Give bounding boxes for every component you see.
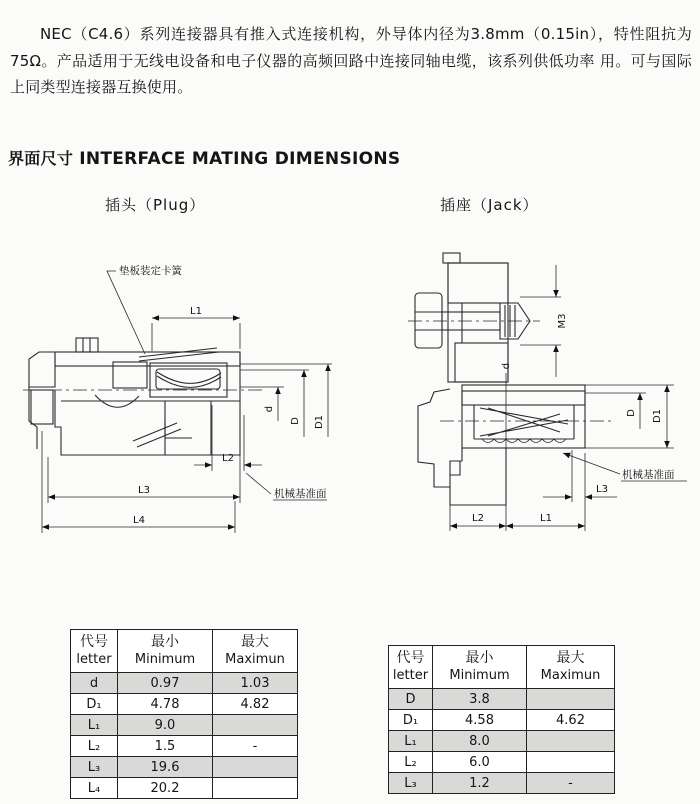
cell-letter: D₁ xyxy=(71,694,118,715)
jack-dim-D1-label: D1 xyxy=(652,408,663,424)
jack-dimension-table xyxy=(388,645,615,794)
cell-letter: L₂ xyxy=(389,752,433,773)
cell-letter: L₂ xyxy=(71,736,118,757)
plug-dim-L3-label: L3 xyxy=(138,485,150,496)
table-header-row xyxy=(71,630,298,673)
cell-min: 4.78 xyxy=(118,694,213,715)
table-row xyxy=(389,752,615,773)
jack-dim-L2-L1 xyxy=(450,477,585,531)
table-row xyxy=(71,778,298,799)
plug-technical-drawing xyxy=(15,235,355,545)
table-row xyxy=(71,757,298,778)
header-maximum: 最大 Maximun xyxy=(213,630,298,673)
plug-dim-d-label: d xyxy=(264,405,275,413)
jack-dim-L2-label: L2 xyxy=(472,513,484,524)
cell-min: 6.0 xyxy=(433,752,527,773)
plug-dim-diameters xyxy=(240,364,332,437)
plug-spring-callout xyxy=(107,264,182,354)
cell-letter: L₁ xyxy=(71,715,118,736)
jack-panel-screw-geometry xyxy=(408,253,540,382)
cell-max xyxy=(527,752,615,773)
cell-max: 1.03 xyxy=(213,673,298,694)
cell-letter: L₁ xyxy=(389,731,433,752)
jack-dim-L1-label: L1 xyxy=(540,513,552,524)
cell-min: 1.5 xyxy=(118,736,213,757)
cell-max xyxy=(213,778,298,799)
plug-dim-L1 xyxy=(152,306,240,351)
cell-max: - xyxy=(213,736,298,757)
table-row xyxy=(389,731,615,752)
jack-technical-drawing xyxy=(400,235,700,545)
plug-dimension-table xyxy=(70,629,298,799)
table-row xyxy=(389,710,615,731)
plug-dim-L2 xyxy=(194,405,262,471)
section-title-zh: 界面尺寸 xyxy=(8,149,74,168)
header-maximum: 最大 Maximun xyxy=(527,646,615,689)
cell-letter: L₃ xyxy=(71,757,118,778)
header-letter: 代号 letter xyxy=(389,646,433,689)
plug-dim-D-label: D xyxy=(290,417,301,425)
cell-min: 3.8 xyxy=(433,689,527,710)
jack-dim-M3-label: M3 xyxy=(557,313,568,329)
jack-dim-L3-label: L3 xyxy=(596,484,608,495)
cell-letter: L₃ xyxy=(389,773,433,794)
header-minimum: 最小 Minimum xyxy=(433,646,527,689)
cell-max xyxy=(527,689,615,710)
cell-min: 19.6 xyxy=(118,757,213,778)
cell-min: 9.0 xyxy=(118,715,213,736)
cell-min: 4.58 xyxy=(433,710,527,731)
cell-letter: L₄ xyxy=(71,778,118,799)
cell-letter: D xyxy=(389,689,433,710)
cell-max xyxy=(527,731,615,752)
table-row xyxy=(389,689,615,710)
plug-datum-label: 机械基准面 xyxy=(274,488,327,500)
cell-letter: d xyxy=(71,673,118,694)
plug-dim-L3 xyxy=(48,455,240,503)
header-letter: 代号 letter xyxy=(71,630,118,673)
plug-body-geometry xyxy=(23,338,263,455)
table-row xyxy=(71,694,298,715)
cell-max xyxy=(213,757,298,778)
cell-min: 8.0 xyxy=(433,731,527,752)
intro-paragraph: NEC（C4.6）系列连接器具有推入式连接机构，外导体内径为3.8mm（0.15in），特性阻抗为75Ω。产品适用于无线电设备和电子仪器的高频回路中连接同轴电缆，该系列供低功率 用。可与国际上同类型连接器互换使用。 xyxy=(10,25,692,97)
jack-figure-label: 插座（Jack） xyxy=(440,196,539,214)
cell-max: - xyxy=(527,773,615,794)
plug-spring-callout-label: 垫板装定卡簧 xyxy=(119,265,182,277)
jack-datum-callout xyxy=(563,453,687,481)
plug-datum-callout xyxy=(246,473,327,500)
cell-letter: D₁ xyxy=(389,710,433,731)
section-title xyxy=(8,146,400,169)
header-minimum: 最小 Minimum xyxy=(118,630,213,673)
cell-min: 20.2 xyxy=(118,778,213,799)
jack-barrel-geometry xyxy=(418,385,612,505)
table-row xyxy=(71,736,298,757)
jack-dim-d-label: d xyxy=(501,362,512,370)
table-row xyxy=(71,715,298,736)
plug-dim-L1-label: L1 xyxy=(190,306,202,317)
table-header-row xyxy=(389,646,615,689)
cell-max xyxy=(213,715,298,736)
jack-datum-label: 机械基准面 xyxy=(622,469,675,481)
jack-dim-D-label: D xyxy=(626,409,637,417)
table-row xyxy=(71,673,298,694)
plug-figure-label: 插头（Plug） xyxy=(105,196,206,214)
cell-min: 0.97 xyxy=(118,673,213,694)
plug-dim-D1-label: D1 xyxy=(314,414,325,430)
table-row xyxy=(389,773,615,794)
plug-dim-L4-label: L4 xyxy=(133,515,145,526)
cell-min: 1.2 xyxy=(433,773,527,794)
cell-max: 4.82 xyxy=(213,694,298,715)
cell-max: 4.62 xyxy=(527,710,615,731)
jack-dim-d xyxy=(501,363,512,531)
jack-dim-D xyxy=(585,393,646,429)
plug-dim-L2-label: L2 xyxy=(222,453,234,464)
section-title-en: INTERFACE MATING DIMENSIONS xyxy=(79,149,401,169)
jack-dim-L3 xyxy=(543,450,617,531)
